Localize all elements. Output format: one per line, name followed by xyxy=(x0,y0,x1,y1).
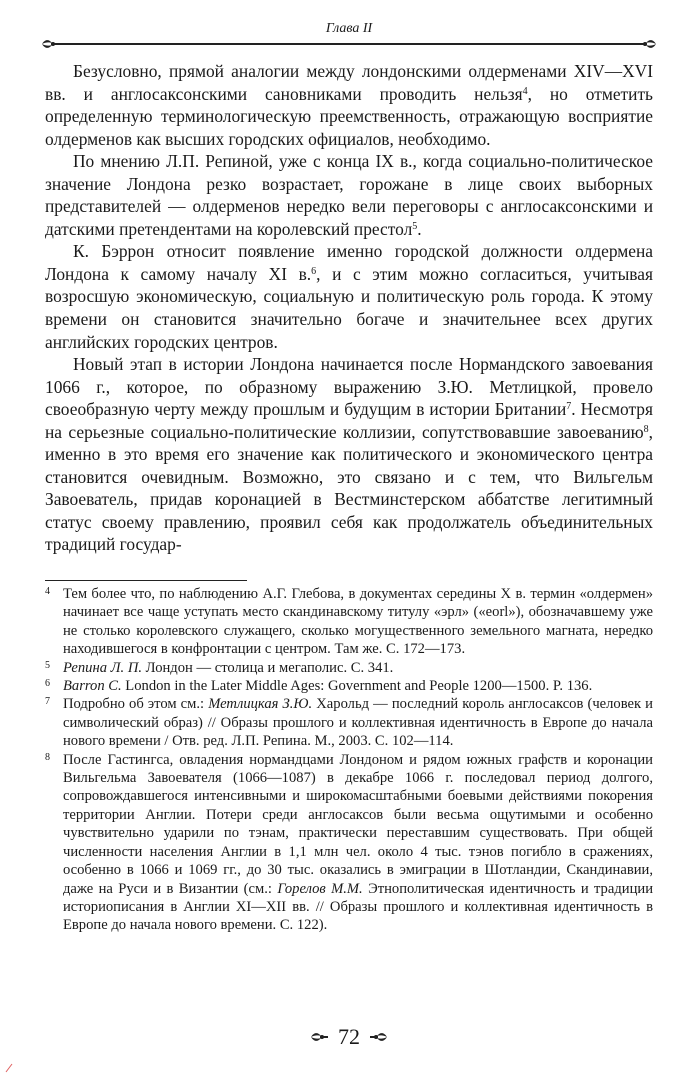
footnote-separator xyxy=(45,580,247,581)
footnote-ref-5[interactable]: 5 xyxy=(412,220,418,232)
footnote-5: 5 Репина Л. П. Лондон — столица и мегаполис. С. 341. xyxy=(45,659,394,676)
footnotes xyxy=(45,585,653,935)
running-header: Глава II xyxy=(325,21,373,36)
main-text xyxy=(45,60,653,556)
footnote-ref-7[interactable]: 7 xyxy=(566,401,572,413)
fleuron-right-icon xyxy=(638,34,658,54)
page-footer xyxy=(0,1023,698,1053)
paragraph-4: Новый этап в истории Лондона начинается после Нормандского завоевания 1066 г., которое, по образному выражению З.Ю. Метлицкой, провело своеобразную черту между прошлым и будущим в истории Британии$^7$. Несмотря на серьезные социально-политические коллизии, сопутствовавшие завоеванию$^8$, именно в это время его значение как политического и экономического центра становится очевидным. Возможно, это связано и с тем, что Вильгельм Завоеватель, придав коронацией в Вестминстерском аббатстве легитимный статус своему правлению, проявил себя как продолжатель объединительных традиций государ- xyxy=(45,354,653,555)
footnote-ref-6[interactable]: 6 xyxy=(311,265,317,277)
margin-mark xyxy=(5,1063,13,1073)
footnote-8: 8 После Гастингса, овладения нормандцами Лондоном и рядом южных графств и коронации Вильгельма Завоевателя (1066—1087) в декабре 1066 г. последовал период долгого, сопровождавшегося интенсивными и широкомасштабными боевыми действиями покорения территории Англии. Потери среди англосаксов были весьма ощутимыми и особенно чувствительно ударили по тэнам, практически переставшим существовать. При общей численности населения Англии в 1,1 млн чел. около 4 тыс. тэнов погибло в сражениях, особенно в 1066 и 1069 гг., до 30 тыс. оказались в эмиграции в Шотландии, Скандинавии, даже на Руси и в Византии (см.: Горелов М.М. Этнополитическая идентичность и традиции историописания в Англии XI—XII вв. // Образы прошлого и коллективная идентичность в Европе до начала нового времени. С. 122). xyxy=(45,751,654,934)
paragraph-1: Безусловно, прямой аналогии между лондонскими олдерменами XIV—XVI вв. и англосаксонскими сановниками проводить нельзя$^4$, но отметить определенную терминологическую преемственность, отражающую восприятие олдерменов как высших городских официалов, необходимо. xyxy=(45,61,653,149)
fleuron-left-icon xyxy=(40,34,60,54)
header-rule xyxy=(40,34,658,54)
paragraph-3: К. Бэррон относит появление именно городской должности олдермена Лондона к самому началу XI в.$^6$, и с этим можно согласиться, учитывая возросшую экономическую, социальную и политическую роль города. К этому времени он становится значительно богаче и значительнее всех других английских городских центров. xyxy=(45,241,653,352)
footnote-6: 6 Barron C. London in the Later Middle Ages: Government and People 1200—1500. P. 136. xyxy=(45,678,593,695)
footnote-7: 7 Подробно об этом см.: Метлицкая З.Ю. Харольд — последний король англосаксов (человек и символический образ) // Образы прошлого и коллективная идентичность в Европе до начала нового времени / Отв. ред. Л.П. Репина. М., 2003. С. 102—114. xyxy=(45,696,653,750)
fleuron-left-icon xyxy=(308,1027,330,1047)
paragraph-2: По мнению Л.П. Репиной, уже с конца IX в., когда социально-политическое значение Лондона резко возрастает, горожане в лице своих выборных представителей — олдерменов нередко вели переговоры с англосаксонскими и датскими претендентами на королевский престол$^5$. xyxy=(45,151,653,239)
page-number: 72 xyxy=(338,1024,360,1049)
footnote-ref-4[interactable]: 4 xyxy=(522,85,528,97)
fleuron-right-icon xyxy=(368,1027,390,1047)
footnote-4: 4 Тем более что, по наблюдению А.Г. Глебова, в документах середины X в. термин «олдермен» начинает все чаще уступать место скандинавскому титулу «эрл» («eorl»), обозначавшему уже не столько королевского служащего, сколько могущественного земельного магната, нередко находившегося в конфронтации с центром. Там же. С. 172—173. xyxy=(45,586,653,658)
footnote-ref-8[interactable]: 8 xyxy=(643,423,649,435)
